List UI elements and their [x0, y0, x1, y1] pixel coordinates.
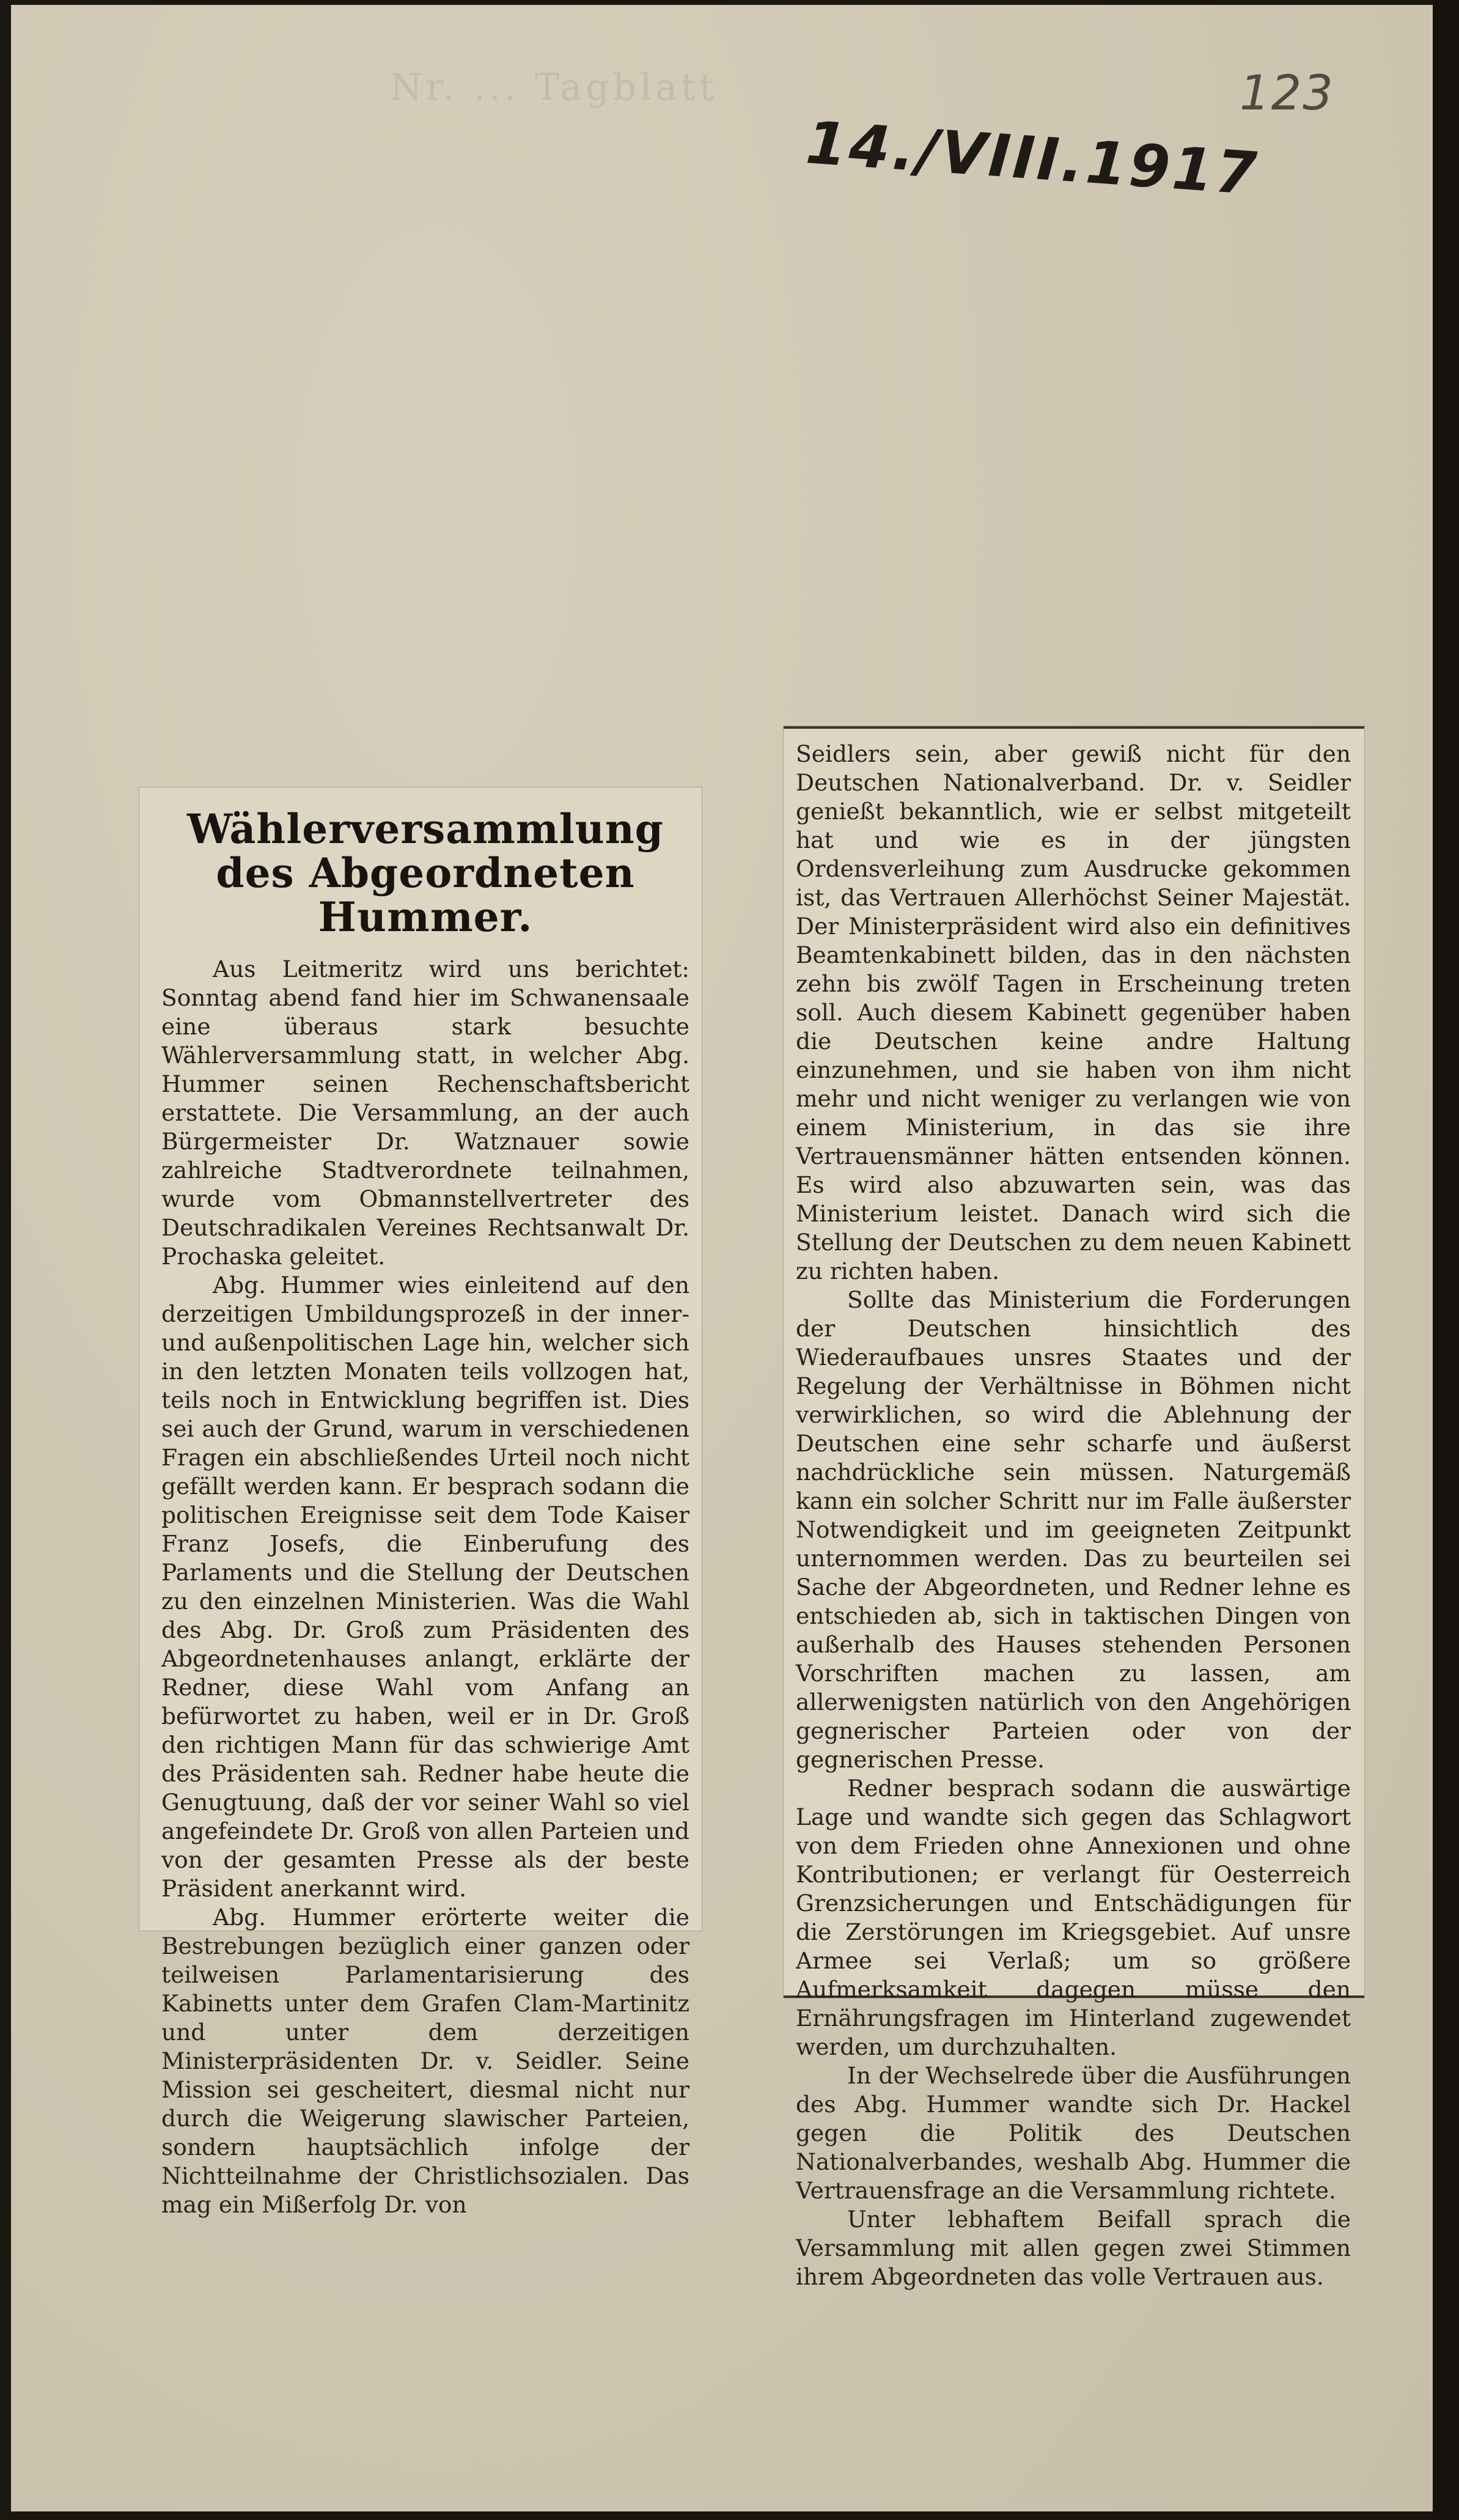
handwritten-date: 14./VIII.1917: [803, 108, 1262, 208]
article-paragraph: Abg. Hummer wies einleitend auf den derzeitigen Umbildungsprozeß in der inner- und außenpolitischen Lage hin, welcher sich in den letzten Monaten teils vollzogen hat, teils noch in Entwicklung begriffen ist. Dies sei auch der Grund, warum in verschiedenen Fragen ein abschließendes Urteil noch nicht gefällt werden kann. Er besprach sodann die politischen Ereignisse seit dem Tode Kaiser Franz Josefs, die Einberufung des Parlaments und die Stellung der Deutschen zu den einzelnen Ministerien. Was die Wahl des Abg. Dr. Groß zum Präsidenten des Abgeordnetenhauses anlangt, erklärte der Redner, diese Wahl vom Anfang an befürwortet zu haben, weil er in Dr. Groß den richtigen Mann für das schwierige Amt des Präsidenten sah. Redner habe heute die Genugtuung, daß der vor seiner Wahl so viel angefeindete Dr. Groß von allen Parteien und von der gesamten Presse als der beste Präsident anerkannt wird.: [161, 1272, 689, 1902]
article-paragraph: Aus Leitmeritz wird uns berichtet: Sonntag abend fand hier im Schwanensaale eine überaus stark besuchte Wählerversammlung statt, in welcher Abg. Hummer seinen Rechenschaftsbericht erstattete. Die Versammlung, an der auch Bürgermeister Dr. Watznauer sowie zahlreiche Stadtverordnete teilnahmen, wurde vom Obmannstellvertreter des Deutschradikalen Vereines Rechtsanwalt Dr. Prochaska geleitet.: [161, 956, 689, 1270]
article-paragraph: Redner besprach sodann die auswärtige Lage und wandte sich gegen das Schlagwort von dem Frieden ohne Annexionen und ohne Kontributionen; er verlangt für Oesterreich Grenzsicherungen und Entschädigungen für die Zerstörungen im Kriegsgebiet. Auf unsre Armee sei Verlaß; um so größere Aufmerksamkeit dagegen müsse den Ernährungsfragen im Hinterland zugewendet werden, um durchzuhalten.: [796, 1775, 1351, 2060]
newspaper-clipping-right: [784, 726, 1364, 2290]
article-headline: Wählerversammlung des Abgeordneten Hummer.: [187, 805, 664, 941]
faint-stamp: Nr. ... Tagblatt: [390, 66, 718, 109]
scan-edge: [1433, 0, 1459, 2520]
article-paragraph: Abg. Hummer erörterte weiter die Bestrebungen bezüglich einer ganzen oder teilweisen Parlamentarisierung des Kabinetts unter dem Grafen Clam-Martinitz und unter dem derzeitigen Ministerpräsidenten Dr. v. Seidler. Seine Mission sei gescheitert, diesmal nicht nur durch die Weigerung slawischer Parteien, sondern hauptsächlich infolge der Nichtteilnahme der Christlichsozialen. Das mag ein Mißerfolg Dr. von: [161, 1904, 689, 2218]
newspaper-clipping-left: [139, 787, 702, 2218]
article-paragraph: Seidlers sein, aber gewiß nicht für den Deutschen Nationalverband. Dr. v. Seidler genießt bekanntlich, wie er selbst mitgeteilt hat und wie es in der jüngsten Ordensverleihung zum Ausdrucke gekommen ist, das Vertrauen Allerhöchst Seiner Majestät. Der Ministerpräsident wird also ein definitives Beamtenkabinett bilden, das in den nächsten zehn bis zwölf Tagen in Erscheinung treten soll. Auch diesem Kabinett gegenüber haben die Deutschen keine andre Haltung einzunehmen, und sie haben von ihm nicht mehr und nicht weniger zu verlangen wie von einem Ministerium, in das sie ihre Vertrauensmänner hätten entsenden können. Es wird also abzuwarten sein, was das Ministerium leistet. Danach wird sich die Stellung der Deutschen zu dem neuen Kabinett zu richten haben.: [796, 740, 1351, 1284]
article-paragraph: Unter lebhaftem Beifall sprach die Versammlung mit allen gegen zwei Stimmen ihrem Abgeordneten das volle Vertrauen aus.: [796, 2206, 1351, 2290]
archival-sheet: [11, 5, 1435, 2511]
article-paragraph: Sollte das Ministerium die Forderungen der Deutschen hinsichtlich des Wiederaufbaues unsres Staates und der Regelung der Verhältnisse in Böhmen nicht verwirklichen, so wird die Ablehnung der Deutschen eine sehr scharfe und äußerst nachdrückliche sein müssen. Naturgemäß kann ein solcher Schritt nur im Falle äußerster Notwendigkeit und im geeigneten Zeitpunkt unternommen werden. Das zu beurteilen sei Sache der Abgeordneten, und Redner lehne es entschieden ab, sich in taktischen Dingen von außerhalb des Hauses stehenden Personen Vorschriften machen zu lassen, am allerwenigsten natürlich von den Angehörigen gegnerischer Parteien oder von der gegnerischen Presse.: [796, 1286, 1351, 1773]
article-paragraph: In der Wechselrede über die Ausführungen des Abg. Hummer wandte sich Dr. Hackel gegen die Politik des Deutschen Nationalverbandes, weshalb Abg. Hummer die Vertrauensfrage an die Versammlung richtete.: [796, 2062, 1351, 2204]
page-number: 123: [1240, 66, 1334, 121]
